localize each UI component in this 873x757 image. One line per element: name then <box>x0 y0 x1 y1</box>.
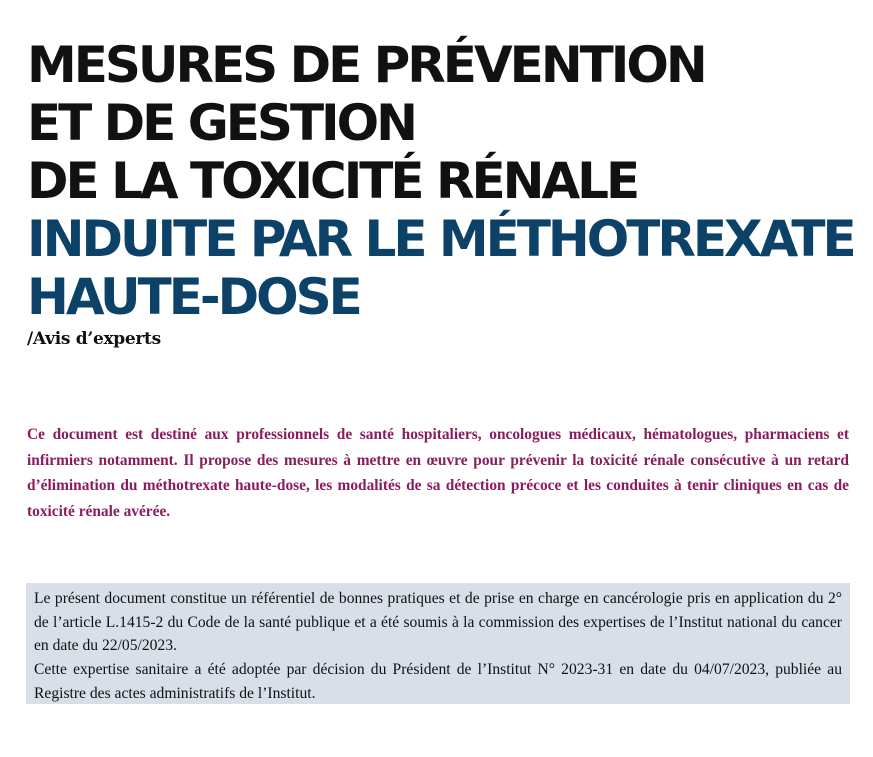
legal-notice-paragraph-1: Le présent document constitue un référentiel de bonnes pratiques et de prise en charge en cancérologie pris en application du 2° de l’article L.1415-2 du Code de la santé publique et a été soumis à la commission des expertises de l’Institut national du cancer en date du 22/05/2023. <box>34 590 842 655</box>
intro-paragraph: Ce document est destiné aux professionnels de santé hospitaliers, oncologues médicaux, hématologues, pharmaciens et infirmiers notamment. Il propose des mesures à mettre en œuvre pour prévenir la toxicité rénale consécutive à un retard d’élimination du méthotrexate haute-dose, les modalités de sa détection précoce et les conduites à tenir cliniques en cas de toxicité rénale avérée. <box>27 426 849 520</box>
title-line-2: ET DE GESTION <box>27 94 416 152</box>
title-line-1: MESURES DE PRÉVENTION <box>27 36 705 94</box>
title-line-3: DE LA TOXICITÉ RÉNALE <box>27 152 638 210</box>
document-subtitle: /Avis d’experts <box>27 329 161 349</box>
title-line-4: INDUITE PAR LE MÉTHOTREXATE <box>27 210 854 268</box>
title-line-5: HAUTE-DOSE <box>27 268 360 326</box>
legal-notice-paragraph-2: Cette expertise sanitaire a été adoptée par décision du Président de l’Institut N° 2023-31 en date du 04/07/2023, publiée au Registre des actes administratifs de l’Institut. <box>34 661 842 702</box>
legal-notice-box <box>26 583 850 704</box>
document-title <box>27 36 854 326</box>
